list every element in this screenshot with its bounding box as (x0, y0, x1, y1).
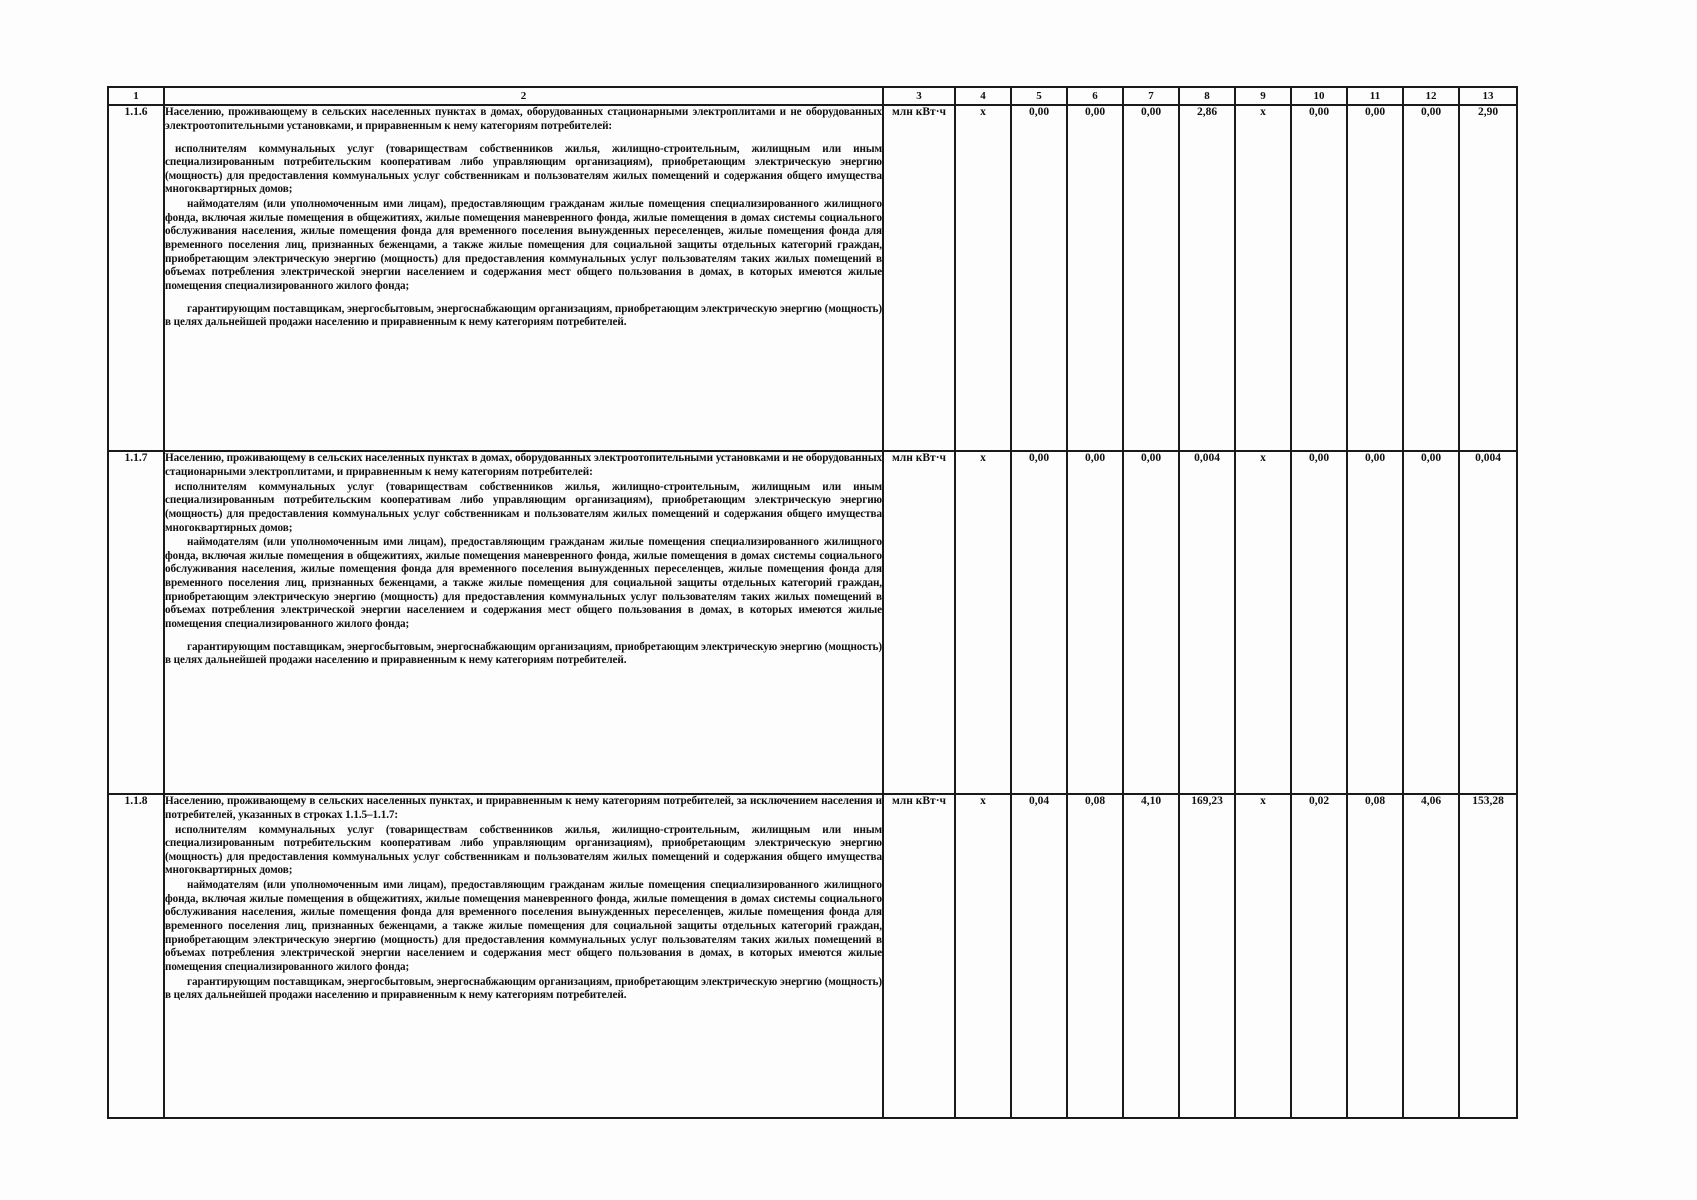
description-paragraph: Населению, проживающему в сельских населенных пунктах в домах, оборудованных стационарными электроплитами и не оборудованных электроотопительными установками, и приравненным к нему категориям потребителей: (165, 106, 882, 132)
table-row (108, 105, 1517, 451)
description-paragraph: наймодателям (или уполномоченным ими лицам), предоставляющим гражданам жилые помещения специализированного жилищного фонда, включая жилые помещения в общежитиях, жилые помещения маневренного фонда, жилые помещения в домах системы социального обслуживания населения, жилые помещения фонда для временного поселения вынужденных переселенцев, жилые помещения фонда для временного поселения лиц, признанных беженцами, а также жилые помещения для социальной защиты отдельных категорий граждан, приобретающим электрическую энергию (мощность) для предоставления коммунальных услуг пользователям таких жилых помещений в объемах потребления электрической энергии населением и содержания мест общего пользования в домах, в которых имеются жилые помещения специализированного жилого фонда; (165, 879, 882, 974)
unit-cell: млн кВт·ч (883, 105, 955, 451)
value-cell: 0,00 (1011, 105, 1067, 451)
value-cell: х (1235, 105, 1291, 451)
header-cell: 1 (108, 87, 164, 105)
row-description (164, 105, 883, 451)
header-cell: 10 (1291, 87, 1347, 105)
value-cell: 0,00 (1403, 451, 1459, 794)
value-cell: 0,00 (1011, 451, 1067, 794)
value-cell: х (955, 794, 1011, 1118)
header-cell: 4 (955, 87, 1011, 105)
value-cell: 0,08 (1347, 794, 1403, 1118)
description-paragraph: Населению, проживающему в сельских населенных пунктах, и приравненным к нему категориям потребителей, за исключением населения и потребителей, указанных в строках 1.1.5–1.1.7: (165, 795, 882, 821)
row-code: 1.1.7 (108, 451, 164, 794)
value-cell: 0,00 (1347, 451, 1403, 794)
row-description (164, 451, 883, 794)
value-cell: 2,90 (1459, 105, 1517, 451)
description-paragraph: гарантирующим поставщикам, энергосбытовым, энергоснабжающим организациям, приобретающим электрическую энергию (мощность) в целях дальнейшей продажи населению и приравненным к нему категориям потребителей. (165, 975, 882, 1002)
description-paragraph: исполнителям коммунальных услуг (товариществам собственников жилья, жилищно-строительным, жилищным или иным специализированным потребительским кооперативам либо управляющим организациям), приобретающим электрическую энергию (мощность) для предоставления коммунальных услуг собственникам и пользователям жилых помещений и содержания общего имущества многоквартирных домов; (165, 480, 882, 534)
value-cell: 0,08 (1067, 794, 1123, 1118)
description-paragraph: Населению, проживающему в сельских населенных пунктах в домах, оборудованных электроотопительными установками и не оборудованных стационарными электроплитами, и приравненным к нему категориям потребителей: (165, 452, 882, 478)
value-cell: 2,86 (1179, 105, 1235, 451)
value-cell: 0,00 (1291, 451, 1347, 794)
header-cell: 3 (883, 87, 955, 105)
table-row (108, 451, 1517, 794)
value-cell: х (1235, 794, 1291, 1118)
row-description (164, 794, 883, 1118)
value-cell: 4,06 (1403, 794, 1459, 1118)
header-cell: 12 (1403, 87, 1459, 105)
header-cell: 6 (1067, 87, 1123, 105)
value-cell: 0,02 (1291, 794, 1347, 1118)
value-cell: 0,00 (1291, 105, 1347, 451)
table-row (108, 794, 1517, 1118)
row-code: 1.1.6 (108, 105, 164, 451)
value-cell: 4,10 (1123, 794, 1179, 1118)
value-cell: 0,00 (1347, 105, 1403, 451)
unit-cell: млн кВт·ч (883, 451, 955, 794)
value-cell: х (955, 451, 1011, 794)
description-paragraph: исполнителям коммунальных услуг (товариществам собственников жилья, жилищно-строительным, жилищным или иным специализированным потребительским кооперативам либо управляющим организациям), приобретающим электрическую энергию (мощность) для предоставления коммунальных услуг собственникам и пользователям жилых помещений и содержания общего имущества многоквартирных домов; (165, 142, 882, 196)
value-cell: 0,04 (1011, 794, 1067, 1118)
description-paragraph: гарантирующим поставщикам, энергосбытовым, энергоснабжающим организациям, приобретающим электрическую энергию (мощность) в целях дальнейшей продажи населению и приравненным к нему категориям потребителей. (165, 302, 882, 329)
header-cell: 7 (1123, 87, 1179, 105)
tariff-table (107, 86, 1518, 1119)
header-cell: 11 (1347, 87, 1403, 105)
value-cell: х (1235, 451, 1291, 794)
header-cell: 13 (1459, 87, 1517, 105)
value-cell: 0,00 (1403, 105, 1459, 451)
value-cell: 0,00 (1067, 105, 1123, 451)
header-row (108, 87, 1517, 105)
value-cell: 169,23 (1179, 794, 1235, 1118)
value-cell: 0,00 (1123, 105, 1179, 451)
value-cell: 0,00 (1067, 451, 1123, 794)
description-paragraph: гарантирующим поставщикам, энергосбытовым, энергоснабжающим организациям, приобретающим электрическую энергию (мощность) в целях дальнейшей продажи населению и приравненным к нему категориям потребителей. (165, 640, 882, 667)
value-cell: 0,004 (1179, 451, 1235, 794)
value-cell: 0,00 (1123, 451, 1179, 794)
header-cell: 8 (1179, 87, 1235, 105)
header-cell: 2 (164, 87, 883, 105)
row-code: 1.1.8 (108, 794, 164, 1118)
value-cell: 153,28 (1459, 794, 1517, 1118)
description-paragraph: наймодателям (или уполномоченным ими лицам), предоставляющим гражданам жилые помещения специализированного жилищного фонда, включая жилые помещения в общежитиях, жилые помещения маневренного фонда, жилые помещения в домах системы социального обслуживания населения, жилые помещения фонда для временного поселения вынужденных переселенцев, жилые помещения фонда для временного поселения лиц, признанных беженцами, а также жилые помещения для социальной защиты отдельных категорий граждан, приобретающим электрическую энергию (мощность) для предоставления коммунальных услуг пользователям таких жилых помещений в объемах потребления электрической энергии населением и содержания мест общего пользования в домах, в которых имеются жилые помещения специализированного жилого фонда; (165, 198, 882, 293)
value-cell: х (955, 105, 1011, 451)
header-cell: 9 (1235, 87, 1291, 105)
description-paragraph: исполнителям коммунальных услуг (товариществам собственников жилья, жилищно-строительным, жилищным или иным специализированным потребительским кооперативам либо управляющим организациям), приобретающим электрическую энергию (мощность) для предоставления коммунальных услуг собственникам и пользователям жилых помещений и содержания общего имущества многоквартирных домов; (165, 823, 882, 877)
description-paragraph: наймодателям (или уполномоченным ими лицам), предоставляющим гражданам жилые помещения специализированного жилищного фонда, включая жилые помещения в общежитиях, жилые помещения маневренного фонда, жилые помещения в домах системы социального обслуживания населения, жилые помещения фонда для временного поселения вынужденных переселенцев, жилые помещения фонда для временного поселения лиц, признанных беженцами, а также жилые помещения для социальной защиты отдельных категорий граждан, приобретающим электрическую энергию (мощность) для предоставления коммунальных услуг пользователям таких жилых помещений в объемах потребления электрической энергии населением и содержания мест общего пользования в домах, в которых имеются жилые помещения специализированного жилого фонда; (165, 536, 882, 631)
header-cell: 5 (1011, 87, 1067, 105)
unit-cell: млн кВт·ч (883, 794, 955, 1118)
value-cell: 0,004 (1459, 451, 1517, 794)
